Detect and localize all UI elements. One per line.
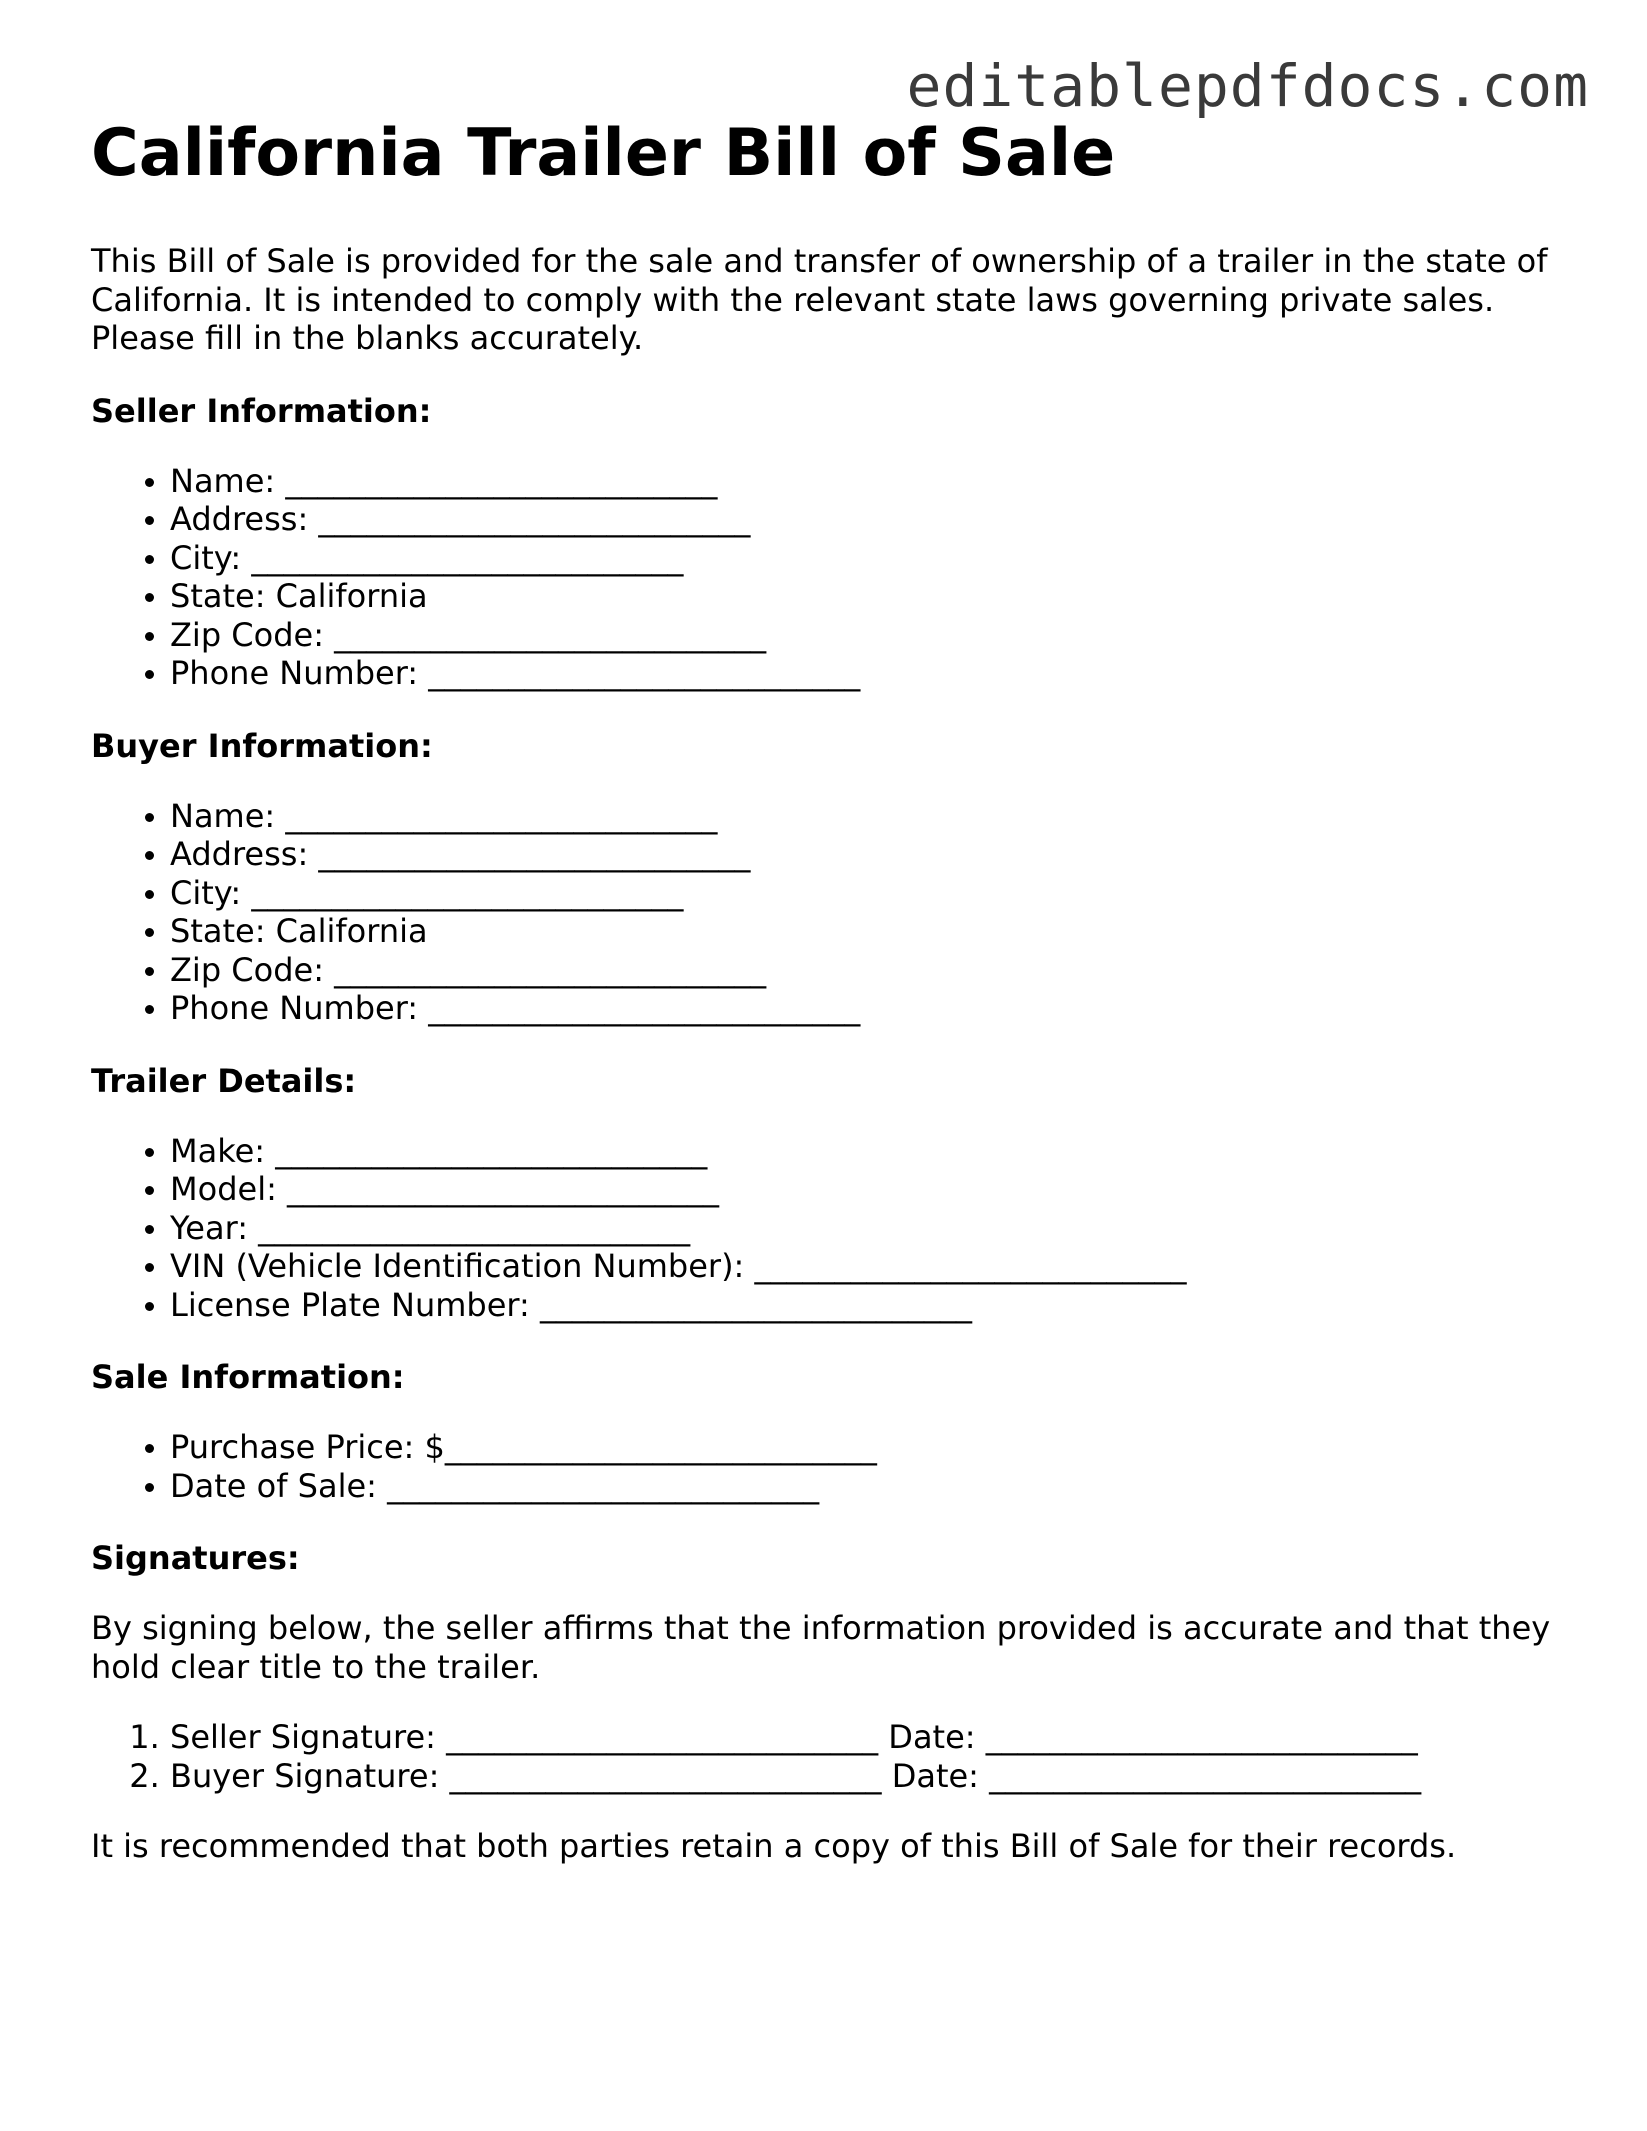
buyer-list bbox=[91, 797, 1571, 1028]
signatures-paragraph: By signing below, the seller affirms that the information provided is accurate and that they hold clear title to the trailer. bbox=[91, 1609, 1551, 1686]
field-label: Name: bbox=[170, 461, 286, 500]
signatures-list bbox=[91, 1718, 1571, 1795]
trailer-heading: Trailer Details: bbox=[91, 1061, 357, 1100]
buyer-city-item bbox=[170, 874, 1571, 913]
signatures-heading: Signatures: bbox=[91, 1539, 300, 1577]
seller-signature-item bbox=[170, 1718, 1571, 1757]
field-label: State: California bbox=[170, 577, 428, 615]
seller-address-item bbox=[170, 500, 1571, 539]
fill-blank[interactable]: ___________________________ bbox=[318, 835, 751, 873]
seller-zip-item bbox=[170, 616, 1571, 655]
trailer-plate-item bbox=[170, 1286, 1571, 1325]
field-label: Make: bbox=[170, 1131, 276, 1170]
trailer-year-item bbox=[170, 1209, 1571, 1248]
document-page bbox=[91, 114, 1571, 1866]
field-label: State: California bbox=[170, 912, 428, 950]
seller-list bbox=[91, 462, 1571, 693]
sale-list bbox=[91, 1428, 1571, 1505]
fill-blank[interactable]: ___________________________ bbox=[387, 1466, 820, 1505]
seller-phone-item bbox=[170, 654, 1571, 693]
field-label: Zip Code: bbox=[170, 615, 335, 654]
fill-blank[interactable]: ___________________________ bbox=[985, 1718, 1418, 1756]
seller-name-item bbox=[170, 462, 1571, 501]
fill-blank[interactable]: ___________________________ bbox=[449, 1756, 882, 1795]
trailer-make-item bbox=[170, 1132, 1571, 1171]
buyer-signature-item bbox=[170, 1757, 1571, 1796]
fill-blank[interactable]: ___________________________ bbox=[287, 1170, 720, 1208]
field-label: Name: bbox=[170, 796, 286, 835]
buyer-zip-item bbox=[170, 951, 1571, 990]
field-label: Phone Number: bbox=[170, 654, 429, 692]
trailer-model-item bbox=[170, 1170, 1571, 1209]
trailer-vin-item bbox=[170, 1247, 1571, 1286]
fill-blank[interactable]: ___________________________ bbox=[428, 654, 861, 692]
date-label: Date: bbox=[881, 1756, 990, 1795]
fill-blank[interactable]: ___________________________ bbox=[285, 461, 718, 500]
field-label: Year: bbox=[170, 1208, 259, 1247]
fill-blank[interactable]: ___________________________ bbox=[754, 1247, 1187, 1285]
field-label: License Plate Number: bbox=[170, 1285, 540, 1324]
sale-heading: Sale Information: bbox=[91, 1358, 405, 1396]
page-title: California Trailer Bill of Sale bbox=[91, 116, 1116, 191]
sale-price-item bbox=[170, 1428, 1571, 1467]
field-label: Phone Number: bbox=[170, 989, 429, 1027]
field-label: Date of Sale: bbox=[170, 1466, 388, 1505]
seller-city-item bbox=[170, 539, 1571, 578]
fill-blank[interactable]: ___________________________ bbox=[318, 500, 751, 538]
fill-blank[interactable]: ___________________________ bbox=[285, 796, 718, 835]
buyer-state-item bbox=[170, 912, 1571, 951]
fill-blank[interactable]: ___________________________ bbox=[446, 1718, 879, 1756]
fill-blank[interactable]: ___________________________ bbox=[251, 873, 684, 912]
fill-blank[interactable]: ___________________________ bbox=[334, 950, 767, 989]
seller-heading: Seller Information: bbox=[91, 391, 432, 430]
date-label: Date: bbox=[878, 1718, 986, 1756]
buyer-name-item bbox=[170, 797, 1571, 836]
field-label: Purchase Price: $ bbox=[170, 1428, 445, 1466]
fill-blank[interactable]: ___________________________ bbox=[258, 1208, 691, 1247]
field-label: VIN (Vehicle Identification Number): bbox=[170, 1247, 755, 1285]
field-label: City: bbox=[170, 873, 252, 912]
seller-state-item bbox=[170, 577, 1571, 616]
buyer-heading: Buyer Information: bbox=[91, 726, 433, 765]
field-label: Buyer Signature: bbox=[170, 1756, 450, 1795]
field-label: Model: bbox=[170, 1170, 288, 1208]
buyer-phone-item bbox=[170, 989, 1571, 1028]
fill-blank[interactable]: ___________________________ bbox=[251, 538, 684, 577]
fill-blank[interactable]: ___________________________ bbox=[989, 1756, 1422, 1795]
field-label: Seller Signature: bbox=[170, 1718, 447, 1756]
fill-blank[interactable]: ___________________________ bbox=[275, 1131, 708, 1170]
fill-blank[interactable]: ___________________________ bbox=[444, 1428, 877, 1466]
field-label: Address: bbox=[170, 500, 319, 538]
trailer-list bbox=[91, 1132, 1571, 1325]
fill-blank[interactable]: ___________________________ bbox=[539, 1285, 972, 1324]
fill-blank[interactable]: ___________________________ bbox=[428, 989, 861, 1027]
field-label: Address: bbox=[170, 835, 319, 873]
sale-date-item bbox=[170, 1467, 1571, 1506]
fill-blank[interactable]: ___________________________ bbox=[334, 615, 767, 654]
intro-paragraph: This Bill of Sale is provided for the sale and transfer of ownership of a trailer in the state of California. It is intended to comply with the relevant state laws governing private sales. Please fill in the blanks accurately. bbox=[91, 242, 1548, 357]
field-label: City: bbox=[170, 538, 252, 577]
watermark: editablepdfdocs.com bbox=[906, 52, 1589, 120]
field-label: Zip Code: bbox=[170, 950, 335, 989]
closing-paragraph: It is recommended that both parties retain a copy of this Bill of Sale for their records. bbox=[91, 1827, 1457, 1865]
buyer-address-item bbox=[170, 835, 1571, 874]
